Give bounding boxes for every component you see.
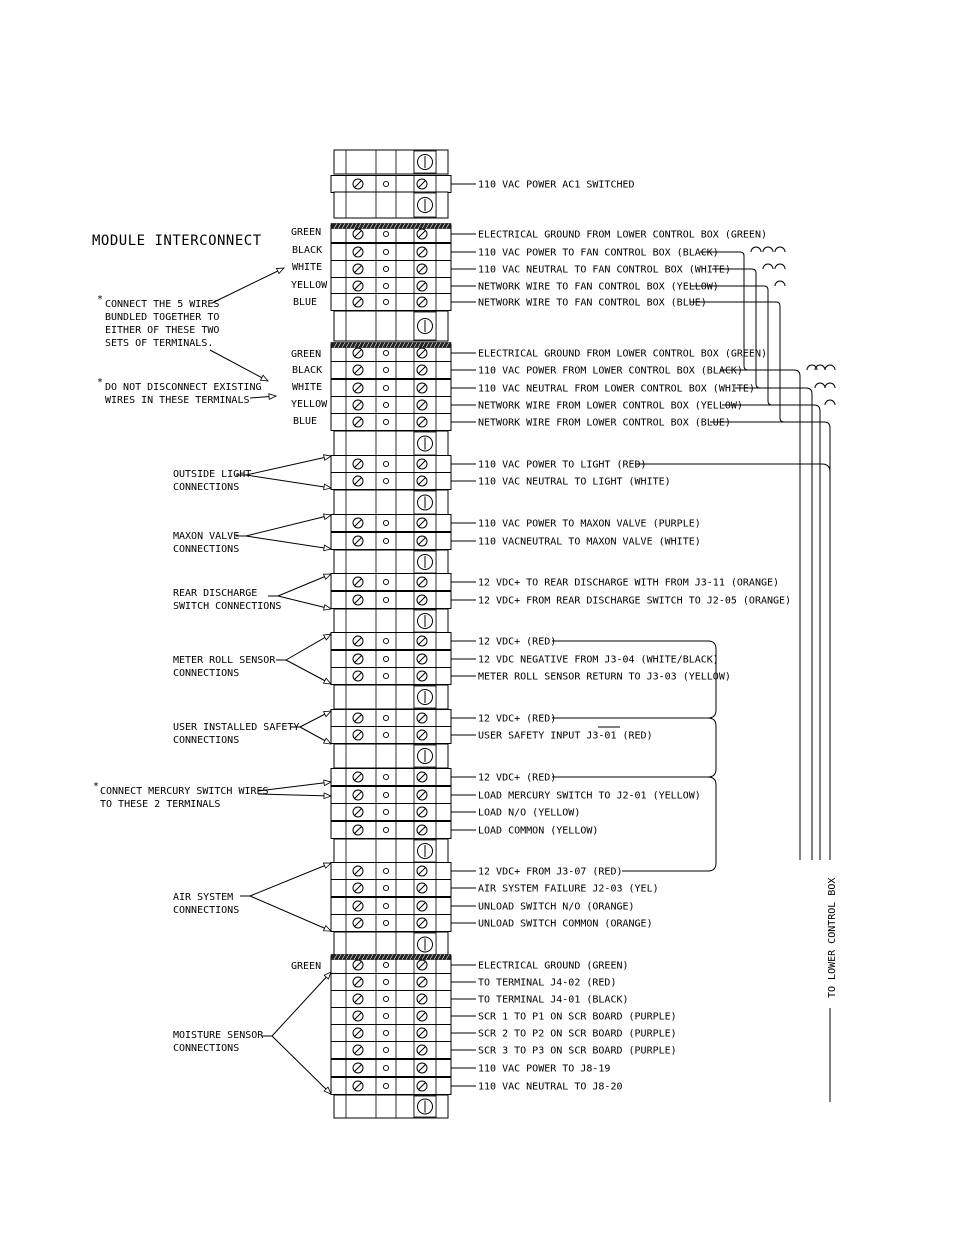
terminal-pin-icon [383,673,388,678]
crossover-hop [763,264,773,269]
terminal-block [331,473,451,490]
terminal-pin-icon [383,920,388,925]
ground-bar [331,224,451,229]
color-label-black-1: BLACK [292,245,323,256]
terminal-description: UNLOAD SWITCH N/O (ORANGE) [478,901,635,913]
color-label-green-1: GREEN [291,227,322,238]
terminal-pin-icon [383,868,388,873]
arrow-head-icon [323,926,331,931]
terminal-block [331,787,451,804]
terminal-block [331,592,451,609]
terminal-description: 12 VDC+ TO REAR DISCHARGE WITH FROM J3-11 (ORANGE) [478,577,780,589]
terminal-description: NETWORK WIRE FROM LOWER CONTROL BOX (BLUE) [478,417,731,429]
note-asterisk-1: * [97,294,104,305]
terminal-description: 110 VAC NEUTRAL TO FAN CONTROL BOX (WHITE) [478,264,731,276]
crossover-hop [775,281,785,286]
terminal-block [331,244,451,261]
group-moisture-1: MOISTURE SENSOR [173,1030,264,1041]
terminal-pin-icon [383,774,388,779]
color-label-black-2: BLACK [292,365,323,376]
terminal-pin-icon [383,419,388,424]
crossover-hop [775,264,785,269]
crossover-hop [825,400,835,405]
terminal-block [331,991,451,1008]
terminal-pin-icon [383,1083,388,1088]
terminal-description: USER SAFETY INPUT J3-01 (RED) [478,730,653,742]
terminal-pin-icon [383,979,388,984]
leader-line [246,515,331,536]
terminal-pin-icon [383,478,388,483]
arrow-head-icon [324,738,331,744]
color-label-yellow-1: YELLOW [291,280,328,291]
leader-line [250,863,331,896]
arrow-head-icon [324,678,331,684]
terminal-pin-icon [383,1013,388,1018]
terminal-block [331,1042,451,1059]
terminal-pin-icon [383,283,388,288]
terminal-description: 110 VAC POWER TO LIGHT (RED) [478,459,647,471]
terminal-description: 110 VAC NEUTRAL TO LIGHT (WHITE) [478,476,671,488]
terminal-description: 12 VDC+ (RED) [478,713,557,725]
leader-line [286,660,331,684]
arrow-head-icon [324,780,331,786]
terminal-description: LOAD N/O (YELLOW) [478,807,581,819]
terminal-description: ELECTRICAL GROUND FROM LOWER CONTROL BOX (GREEN) [478,348,767,360]
terminal-pin-icon [383,1065,388,1070]
terminal-description: 12 VDC+ FROM J3-07 (RED) [478,866,623,878]
terminal-block [331,414,451,431]
terminal-pin-icon [383,461,388,466]
ground-bar [331,955,451,960]
terminal-pin-icon [383,597,388,602]
terminal-block [331,915,451,932]
terminal-description: 12 VDC+ (RED) [478,772,557,784]
leader-line [278,574,331,596]
terminal-block [331,176,451,193]
terminal-block [331,804,451,821]
lower-wire [720,370,800,860]
leader-line [246,456,331,475]
group-moisture-2: CONNECTIONS [173,1043,240,1054]
color-label-white-2: WHITE [292,382,323,393]
terminal-description: 12 VDC+ FROM REAR DISCHARGE SWITCH TO J2-05 (ORANGE) [478,595,792,607]
terminal-block [331,769,451,786]
leader-line [286,634,331,660]
terminal-block [331,380,451,397]
terminal-pin-icon [383,367,388,372]
crossover-hop [775,247,785,252]
note-donot-line-2: WIRES IN THESE TERMINALS [105,395,250,406]
group-rear-2: SWITCH CONNECTIONS [173,601,282,612]
leader-line [272,972,331,1036]
crossover-hop [825,383,835,388]
terminal-pin-icon [383,715,388,720]
arrow-head-icon [261,375,268,381]
group-air-2: CONNECTIONS [173,905,240,916]
terminal-description: 110 VAC POWER FROM LOWER CONTROL BOX (BLACK) [478,365,743,377]
note-asterisk-2: * [97,377,104,388]
terminal-description: UNLOAD SWITCH COMMON (ORANGE) [478,918,653,930]
terminal-description: TO TERMINAL J4-01 (BLACK) [478,994,629,1006]
terminal-block [331,533,451,550]
terminal-pin-icon [383,903,388,908]
group-meter-2: CONNECTIONS [173,668,240,679]
arrow-head-icon [324,545,331,551]
group-maxon-1: MAXON VALVE [173,531,240,542]
terminal-description: 110 VAC POWER TO MAXON VALVE (PURPLE) [478,518,701,530]
leader-line [210,350,268,381]
terminal-block [331,974,451,991]
terminal-description: 12 VDC NEGATIVE FROM J3-04 (WHITE/BLACK) [478,654,719,666]
terminal-block [331,362,451,379]
group-safety-2: CONNECTIONS [173,735,240,746]
terminal-block [331,294,451,311]
terminal-pin-icon [383,792,388,797]
note-donot-line-1: DO NOT DISCONNECT EXISTING [105,382,262,393]
terminal-block [331,633,451,650]
terminal-block [331,863,451,880]
terminal-description: TO TERMINAL J4-02 (RED) [478,977,617,989]
arrow-head-icon [324,455,331,460]
terminal-pin-icon [383,538,388,543]
terminal-pin-icon [383,266,388,271]
crossover-hop [751,247,761,252]
terminal-descriptions [451,180,791,1093]
note-connect-line-1: CONNECT THE 5 WIRES [105,299,220,310]
terminal-pin-icon [383,579,388,584]
terminal-pin-icon [383,885,388,890]
arrow-head-icon [323,574,331,579]
note-asterisk-3: * [93,781,100,792]
color-label-blue-1: BLUE [293,297,318,308]
terminal-description: 110 VACNEUTRAL TO MAXON VALVE (WHITE) [478,536,701,548]
terminal-pin-icon [383,1030,388,1035]
terminal-pin-icon [383,996,388,1001]
terminal-description: SCR 3 TO P3 ON SCR BOARD (PURPLE) [478,1045,677,1057]
leader-line [212,268,284,303]
leader-line [250,896,331,931]
terminal-block [331,1008,451,1025]
terminal-description: METER ROLL SENSOR RETURN TO J3-03 (YELLOW) [478,671,731,683]
terminal-description: 110 VAC POWER TO J8-19 [478,1063,611,1075]
color-label-green-bottom: GREEN [291,961,322,972]
vdc-loop-2 [552,718,716,777]
terminal-description: ELECTRICAL GROUND (GREEN) [478,960,629,972]
terminal-block [331,1060,451,1077]
terminal-block [331,880,451,897]
terminal-pin-icon [383,656,388,661]
color-label-white-1: WHITE [292,262,323,273]
terminal-description: SCR 1 TO P1 ON SCR BOARD (PURPLE) [478,1011,677,1023]
terminal-strip [331,150,451,1118]
terminal-description: SCR 2 TO P2 ON SCR BOARD (PURPLE) [478,1028,677,1040]
to-lower-control-box-label: TO LOWER CONTROL BOX [827,877,838,998]
leader-line [246,475,331,488]
terminal-block [331,278,451,295]
terminal-pin-icon [383,385,388,390]
terminal-description: AIR SYSTEM FAILURE J2-03 (YEL) [478,883,659,895]
terminal-description: LOAD MERCURY SWITCH TO J2-01 (YELLOW) [478,790,701,802]
arrow-head-icon [269,394,276,400]
ground-bar [331,343,451,348]
color-label-yellow-2: YELLOW [291,399,328,410]
group-maxon-2: CONNECTIONS [173,544,240,555]
terminal-block [331,515,451,532]
terminal-pin-icon [383,520,388,525]
terminal-description: NETWORK WIRE TO FAN CONTROL BOX (BLUE) [478,297,707,309]
arrow-head-icon [324,793,331,799]
arrow-head-icon [276,268,284,274]
terminal-block [331,898,451,915]
terminal-pin-icon [383,962,388,967]
leader-line [272,1036,331,1094]
terminal-block [331,456,451,473]
arrow-head-icon [323,863,331,868]
arrow-head-icon [323,711,331,717]
leader-line [258,782,331,791]
terminal-pin-icon [383,350,388,355]
terminal-pin-icon [383,809,388,814]
arrow-head-icon [324,634,331,640]
terminal-block [331,1025,451,1042]
terminal-description: ELECTRICAL GROUND FROM LOWER CONTROL BOX (GREEN) [478,229,767,241]
arrow-head-icon [324,514,331,519]
terminal-pin-icon [383,181,388,186]
terminal-pin-icon [383,638,388,643]
group-rear-1: REAR DISCHARGE [173,588,258,599]
terminal-block [331,651,451,668]
terminal-description: 110 VAC NEUTRAL FROM LOWER CONTROL BOX (WHITE) [478,383,755,395]
diagram-title: MODULE INTERCONNECT [92,233,262,249]
terminal-block [331,397,451,414]
arrow-head-icon [324,605,331,610]
terminal-description: 110 VAC POWER AC1 SWITCHED [478,179,635,191]
terminal-pin-icon [383,732,388,737]
group-air-1: AIR SYSTEM [173,892,234,903]
note-connect-line-3: EITHER OF THESE TWO [105,325,220,336]
group-meter-1: METER ROLL SENSOR [173,655,276,666]
group-mercury-2: TO THESE 2 TERMINALS [100,799,221,810]
arrow-head-icon [324,484,331,490]
terminal-description: 110 VAC POWER TO FAN CONTROL BOX (BLACK) [478,247,719,259]
terminal-pin-icon [383,827,388,832]
terminal-pin-icon [383,1047,388,1052]
terminal-block [331,727,451,744]
crossover-hop [825,365,835,370]
color-label-blue-2: BLUE [293,416,318,427]
terminal-description: 110 VAC NEUTRAL TO J8-20 [478,1081,623,1093]
terminal-pin-icon [383,299,388,304]
terminal-block [331,822,451,839]
terminal-pin-icon [383,249,388,254]
terminal-block [331,1078,451,1095]
note-connect-line-4: SETS OF TERMINALS. [105,338,214,349]
lower-wire [722,405,820,860]
terminal-pin-icon [383,402,388,407]
group-safety-1: USER INSTALLED SAFETY [173,722,300,733]
crossover-hop [815,383,825,388]
leader-line [246,536,331,549]
terminal-pin-icon [383,231,388,236]
group-outside-light-2: CONNECTIONS [173,482,240,493]
terminal-description: LOAD COMMON (YELLOW) [478,825,599,837]
terminal-description: NETWORK WIRE FROM LOWER CONTROL BOX (YELLOW) [478,400,743,412]
terminal-description: NETWORK WIRE TO FAN CONTROL BOX (YELLOW) [478,281,719,293]
terminal-block [331,710,451,727]
note-connect-line-2: BUNDLED TOGETHER TO [105,312,220,323]
terminal-block [331,261,451,278]
group-mercury-1: CONNECT MERCURY SWITCH WIRES [100,786,269,797]
leader-line [258,794,331,796]
group-outside-light-1: OUTSIDE LIGHT [173,469,252,480]
terminal-block [331,668,451,685]
crossover-hop [763,247,773,252]
leader-line [278,596,331,609]
terminal-block [331,574,451,591]
color-label-green-2: GREEN [291,349,322,360]
terminal-description: 12 VDC+ (RED) [478,636,557,648]
